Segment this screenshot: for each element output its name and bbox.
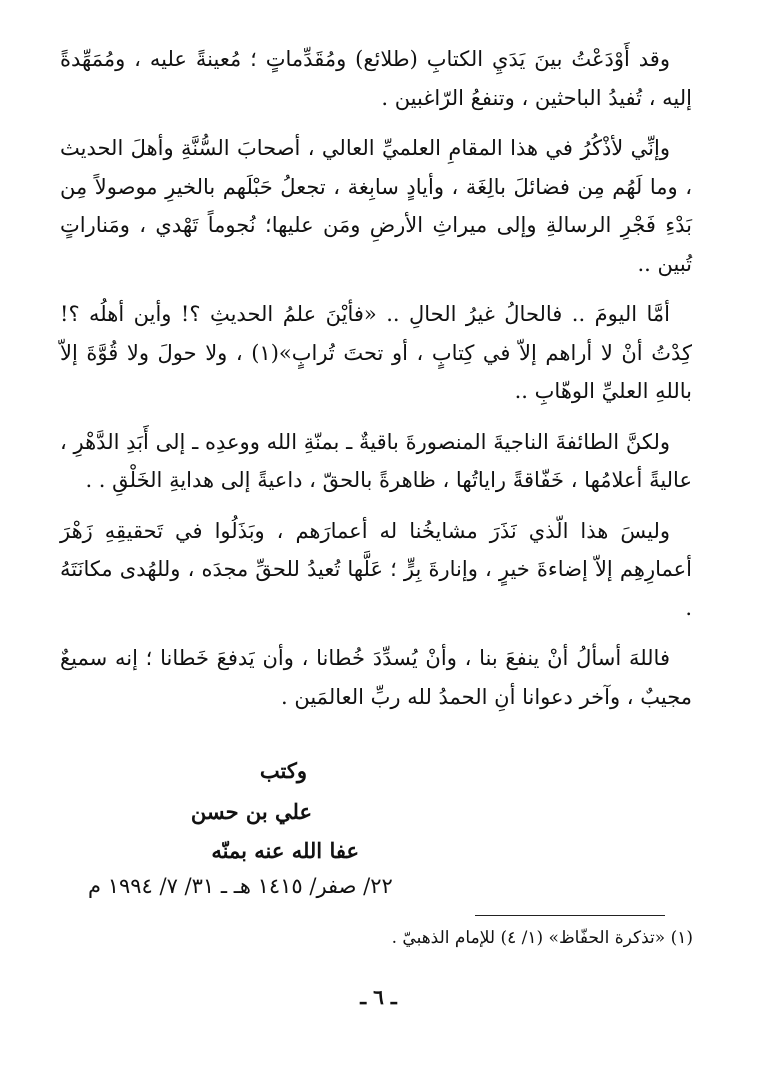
footnote: (١) «تذكرة الحفّاظ» (١/ ٤) للإمام الذهبيّ . bbox=[391, 928, 693, 948]
paragraph-supplication: فاللهَ أسألُ أنْ ينفعَ بنا ، وأنْ يُسدِّدَ خُطانا ، وأن يَدفعَ خَطانا ؛ إنه سميعٌ مجيبٌ ، وآخر دعوانا أنِ الحمدُ لله ربِّ العالمَين . bbox=[60, 646, 692, 709]
paragraph-victorious-group: ولكنَّ الطائفةَ الناجيةَ المنصورةَ باقيةٌ ـ بمنّةِ الله ووعدِه ـ إلى أَبَدِ الدَّهْرِ ، عاليةً أعلامُها ، خَفّاقةً راياتُها ، ظاهرةً بالحقّ ، داعيةً إلى هدايةِ الخَلْقِ . . bbox=[60, 429, 692, 492]
paragraph-scholars: وليسَ هذا الّذي نَذَرَ مشايخُنا له أعمارَهم ، وبَذَلُوا في تَحقيقِهِ زَهْرَ أعمارِهِم إلاّ إضاءةَ خيرٍ ، وإنارةَ بِرٍّ ؛ عَلَّها تُعيدُ للحقِّ مجدَه ، وللهُدى مكانَتَهُ . bbox=[60, 518, 692, 620]
signature-date: ٢٢/ صفر/ ١٤١٥ هـ ـ ٣١/ ٧/ ١٩٩٤ م bbox=[88, 874, 393, 898]
paragraph-today: أمَّا اليومَ .. فالحالُ غيرُ الحالِ .. «فأيْنَ علمُ الحديثِ ؟! وأين أهلُه ؟! كِدْتُ أنْ لا أراهم إلاّ في كِتابٍ ، أو تحتَ تُرابٍ»(١) ، ولا حولَ ولا قُوَّةَ إلاّ باللهِ العليِّ الوهّابِ .. bbox=[60, 302, 693, 403]
page-number: ـ ٦ ـ bbox=[360, 985, 397, 1009]
paragraph-introductions: وقد أَوْدَعْتُ بينَ يَدَيِ الكتابِ (طلائع) ومُقَدِّماتٍ ؛ مُعينةً عليه ، ومُمَهِّدةً إليه ، تُفيدُ الباحثين ، وتنفعُ الرّاغبين . bbox=[60, 47, 692, 110]
paragraph-hadith-people: وإنِّي لأذْكُرُ في هذا المقامِ العلميِّ العالي ، أصحابَ السُّنَّةِ وأهلَ الحديث ، وما لَهُم مِن فضائلَ بالِغَة ، وأيادٍ سابِغة ، تجعلُ حَبْلَهم بالخيرِ موصولاً مِن بَدْءِ فَجْرِ الرسالةِ وإلى ميراثِ الأرضِ ومَن عليها؛ نُجوماً تَهْدي ، ومَناراتٍ تُبين .. bbox=[60, 136, 692, 276]
signature-wrote: وكتب bbox=[259, 758, 307, 783]
signature-name: علي بن حسن bbox=[190, 799, 312, 824]
signature-prayer: عفا الله عنه بمنّه bbox=[211, 838, 359, 863]
main-text bbox=[60, 40, 692, 728]
footnote-divider bbox=[475, 915, 665, 916]
